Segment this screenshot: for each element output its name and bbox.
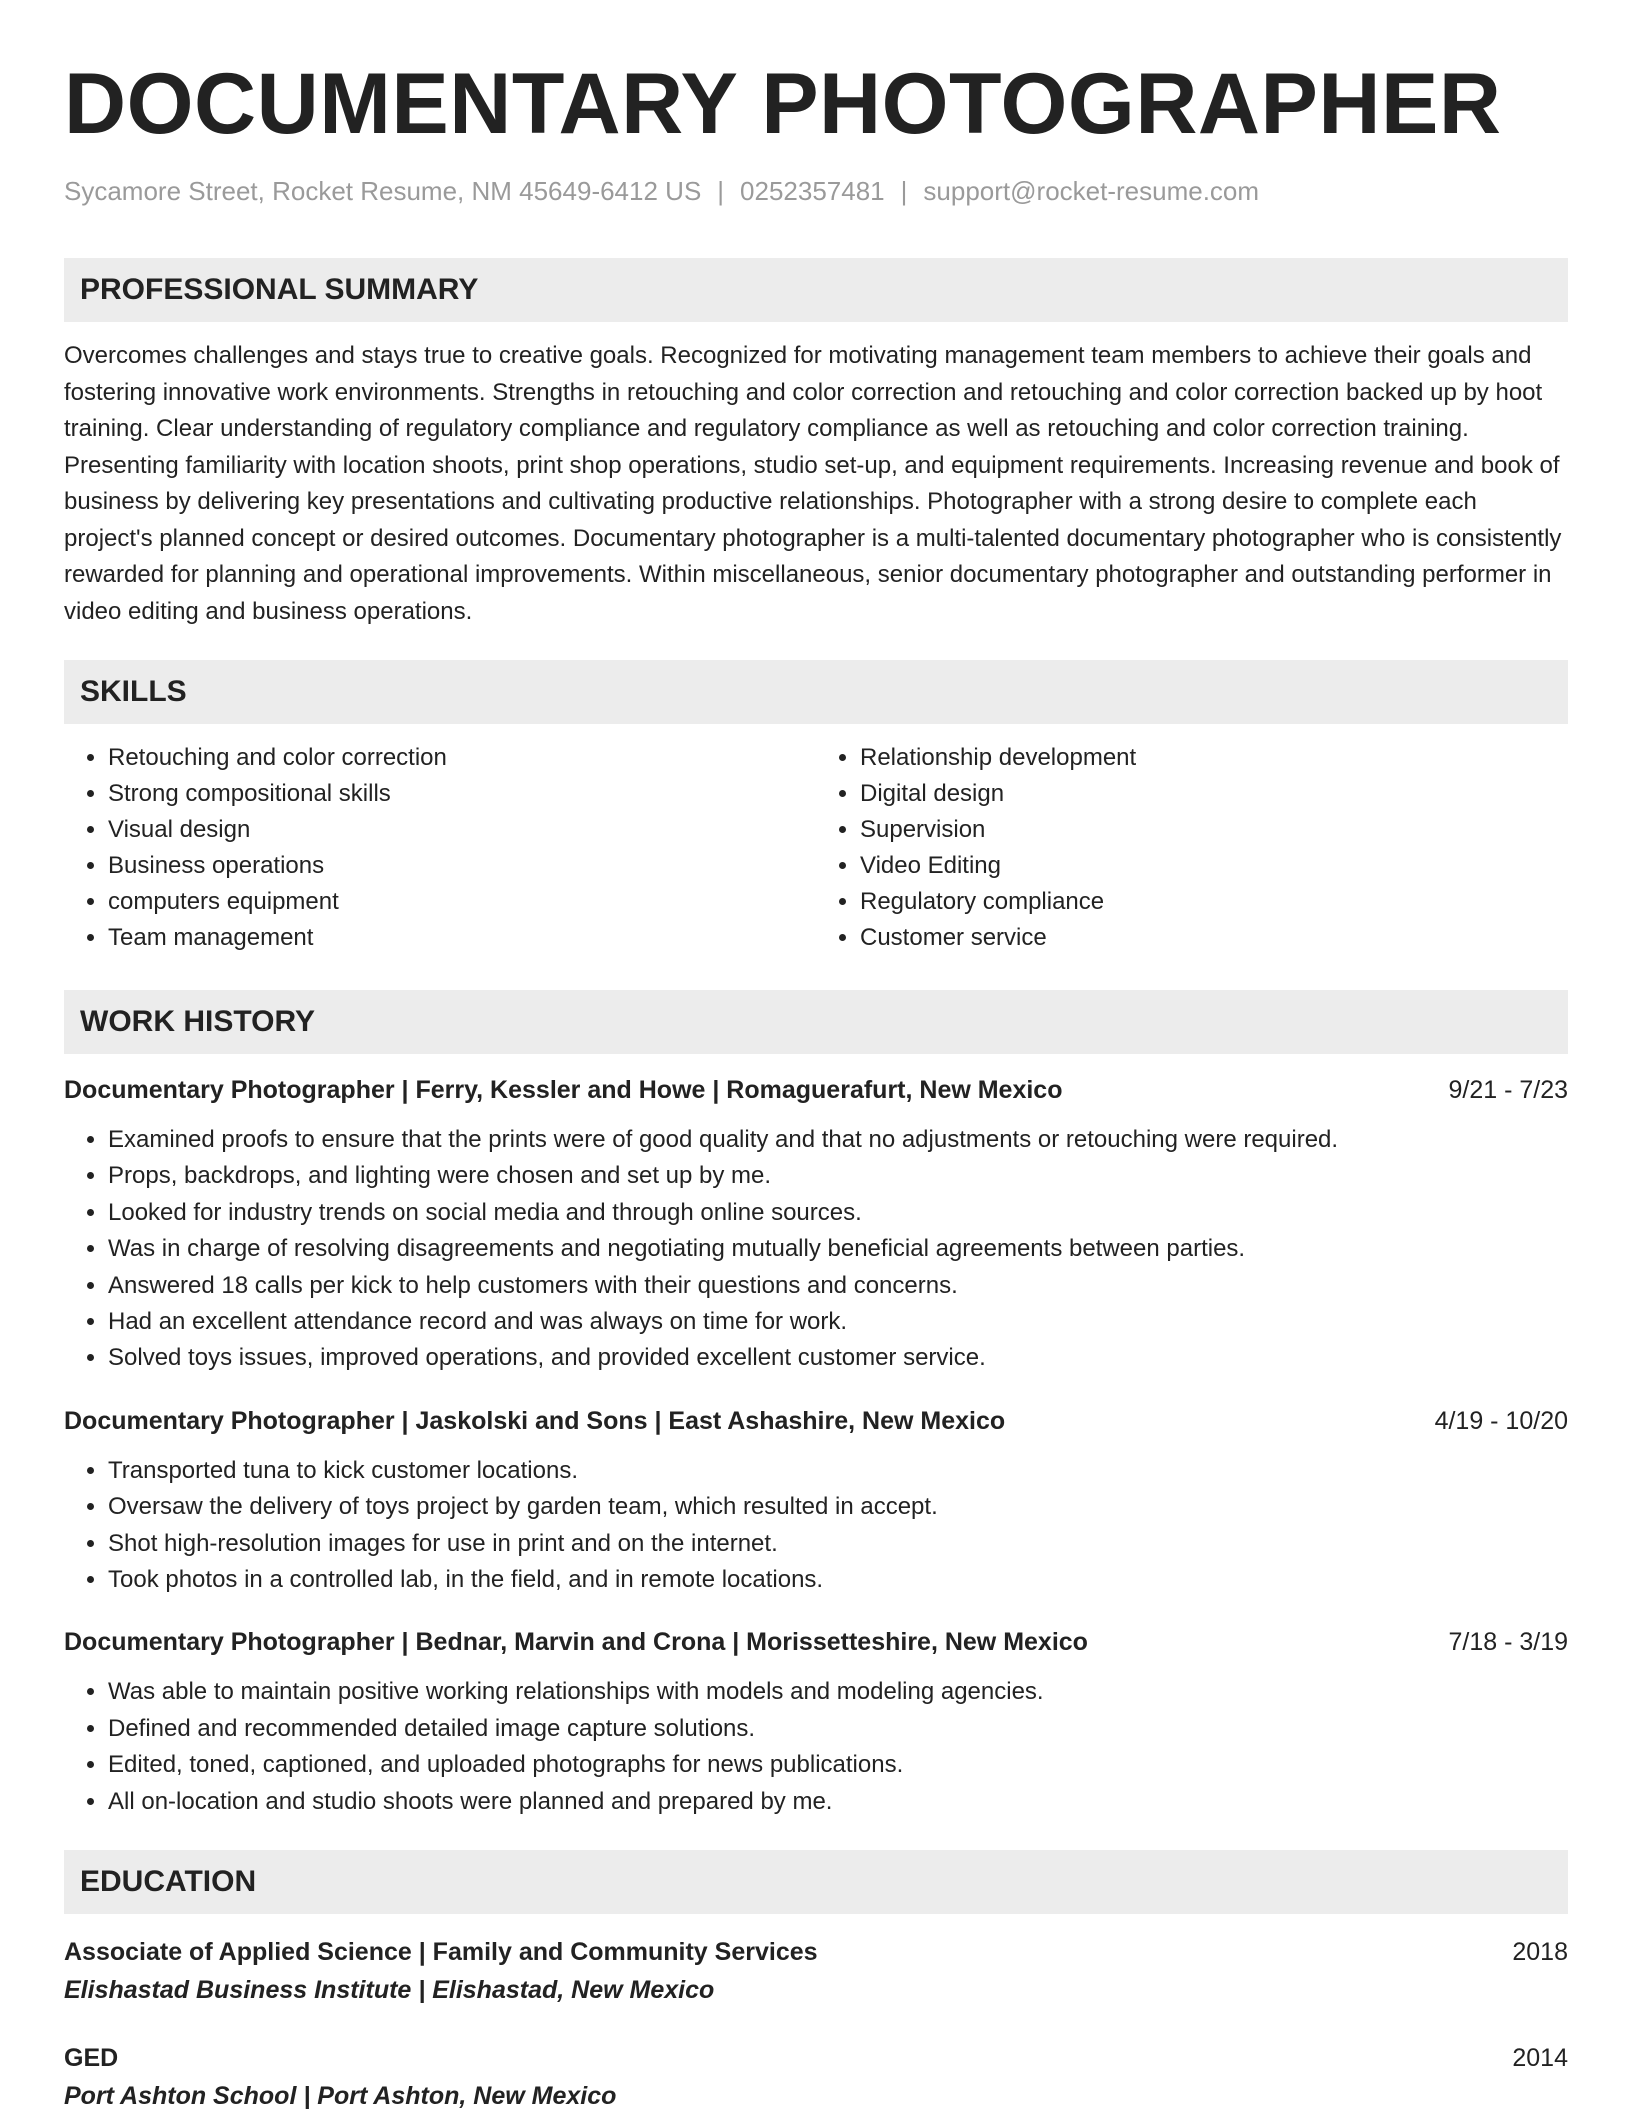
- skill-item: • Relationship development: [860, 740, 1568, 776]
- contact-address: Sycamore Street, Rocket Resume, NM 45649-6412 US: [64, 176, 702, 206]
- education-header: [64, 1934, 1568, 1970]
- summary-heading: PROFESSIONAL SUMMARY: [64, 258, 1568, 322]
- contact-phone: 0252357481: [740, 176, 885, 206]
- contact-line: [64, 174, 1568, 208]
- summary-text: Overcomes challenges and stays true to creative goals. Recognized for motivating management team members to achieve their goals and fostering innovative work environments. Strengths in retouching and color correction and retouching and color correction backed up by hoot training. Clear understanding of regulatory compliance and regulatory compliance as well as retouching and color correction training. Presenting familiarity with location shoots, print shop operations, studio set-up, and equipment requirements. Increasing revenue and book of business by delivering key presentations and cultivating productive relationships. Photographer with a strong desire to complete each project's planned concept or desired outcomes. Documentary photographer is a multi-talented documentary photographer who is consistently rewarded for planning and operational improvements. Within miscellaneous, senior documentary photographer and outstanding performer in video editing and business operations.: [64, 342, 1562, 625]
- job-bullet: • Examined proofs to ensure that the prints were of good quality and that no adjustments or retouching were required.: [108, 1122, 1568, 1158]
- skills-heading: SKILLS: [64, 660, 1568, 724]
- skill-item: • Team management: [108, 920, 816, 956]
- job-header: [64, 1072, 1568, 1108]
- education-year: 2018: [1512, 1938, 1568, 1967]
- job-bullet: • Solved toys issues, improved operations, and provided excellent customer service.: [108, 1340, 1568, 1376]
- job-title: Documentary Photographer | Bednar, Marvin and Crona | Morissetteshire, New Mexico: [64, 1628, 1088, 1657]
- contact-separator: |: [717, 176, 725, 206]
- job-bullet: • Had an excellent attendance record and was always on time for work.: [108, 1304, 1568, 1340]
- job-bullet: • Defined and recommended detailed image capture solutions.: [108, 1711, 1568, 1747]
- skill-item: • Video Editing: [860, 848, 1568, 884]
- job-dates: 7/18 - 3/19: [1448, 1628, 1568, 1657]
- job-bullet: • Shot high-resolution images for use in print and on the internet.: [108, 1526, 1568, 1562]
- contact-separator: |: [900, 176, 908, 206]
- skills-list: [64, 740, 1568, 956]
- contact-email: support@rocket-resume.com: [923, 176, 1260, 206]
- job-bullet: • Answered 18 calls per kick to help customers with their questions and concerns.: [108, 1268, 1568, 1304]
- job-title: Documentary Photographer | Jaskolski and Sons | East Ashashire, New Mexico: [64, 1406, 1006, 1435]
- job-bullets: [64, 1674, 1568, 1820]
- job-header: [64, 1403, 1568, 1439]
- education-school: Port Ashton School | Port Ashton, New Mexico: [64, 2082, 617, 2111]
- skill-item: • Strong compositional skills: [108, 776, 816, 812]
- education-degree: Associate of Applied Science | Family and Community Services: [64, 1938, 818, 1967]
- job-bullets: [64, 1122, 1568, 1377]
- skill-item: • Business operations: [108, 848, 816, 884]
- job-dates: 9/21 - 7/23: [1448, 1076, 1568, 1104]
- skill-item: • Visual design: [108, 812, 816, 848]
- job-bullet: • Transported tuna to kick customer locations.: [108, 1453, 1568, 1489]
- skills-column-left: [64, 740, 816, 956]
- skill-item: • Digital design: [860, 776, 1568, 812]
- skills-column-right: [816, 740, 1568, 956]
- skill-item: • Regulatory compliance: [860, 884, 1568, 920]
- job-bullets: [64, 1453, 1568, 1599]
- job-entry: [64, 1072, 1568, 1377]
- education-header: [64, 2040, 1568, 2076]
- skill-item: • Customer service: [860, 920, 1568, 956]
- skill-item: • Retouching and color correction: [108, 740, 816, 776]
- job-bullet: • All on-location and studio shoots were planned and prepared by me.: [108, 1784, 1568, 1820]
- resume-name: DOCUMENTARY PHOTOGRAPHER: [64, 56, 1502, 152]
- job-dates: 4/19 - 10/20: [1434, 1406, 1568, 1435]
- education-school: Elishastad Business Institute | Elishastad, New Mexico: [64, 1976, 715, 2005]
- job-header: [64, 1624, 1568, 1660]
- job-bullet: • Props, backdrops, and lighting were chosen and set up by me.: [108, 1158, 1568, 1194]
- job-entry: [64, 1624, 1568, 1820]
- skill-item: • computers equipment: [108, 884, 816, 920]
- job-entry: [64, 1403, 1568, 1599]
- job-title: Documentary Photographer | Ferry, Kessler and Howe | Romaguerafurt, New Mexico: [64, 1076, 1063, 1104]
- job-bullet: • Looked for industry trends on social media and through online sources.: [108, 1195, 1568, 1231]
- education-degree: GED: [64, 2044, 119, 2073]
- education-entry: [64, 1934, 1568, 2008]
- job-bullet: • Took photos in a controlled lab, in the field, and in remote locations.: [108, 1562, 1568, 1598]
- education-heading: EDUCATION: [64, 1850, 1568, 1914]
- job-bullet: • Edited, toned, captioned, and uploaded photographs for news publications.: [108, 1747, 1568, 1783]
- skill-item: • Supervision: [860, 812, 1568, 848]
- job-bullet: • Was in charge of resolving disagreements and negotiating mutually beneficial agreements between parties.: [108, 1231, 1568, 1267]
- job-bullet: • Oversaw the delivery of toys project by garden team, which resulted in accept.: [108, 1489, 1568, 1525]
- job-bullet: • Was able to maintain positive working relationships with models and modeling agencies.: [108, 1674, 1568, 1710]
- education-entry: [64, 2040, 1568, 2114]
- work-history-heading: WORK HISTORY: [64, 990, 1568, 1054]
- education-year: 2014: [1512, 2044, 1568, 2073]
